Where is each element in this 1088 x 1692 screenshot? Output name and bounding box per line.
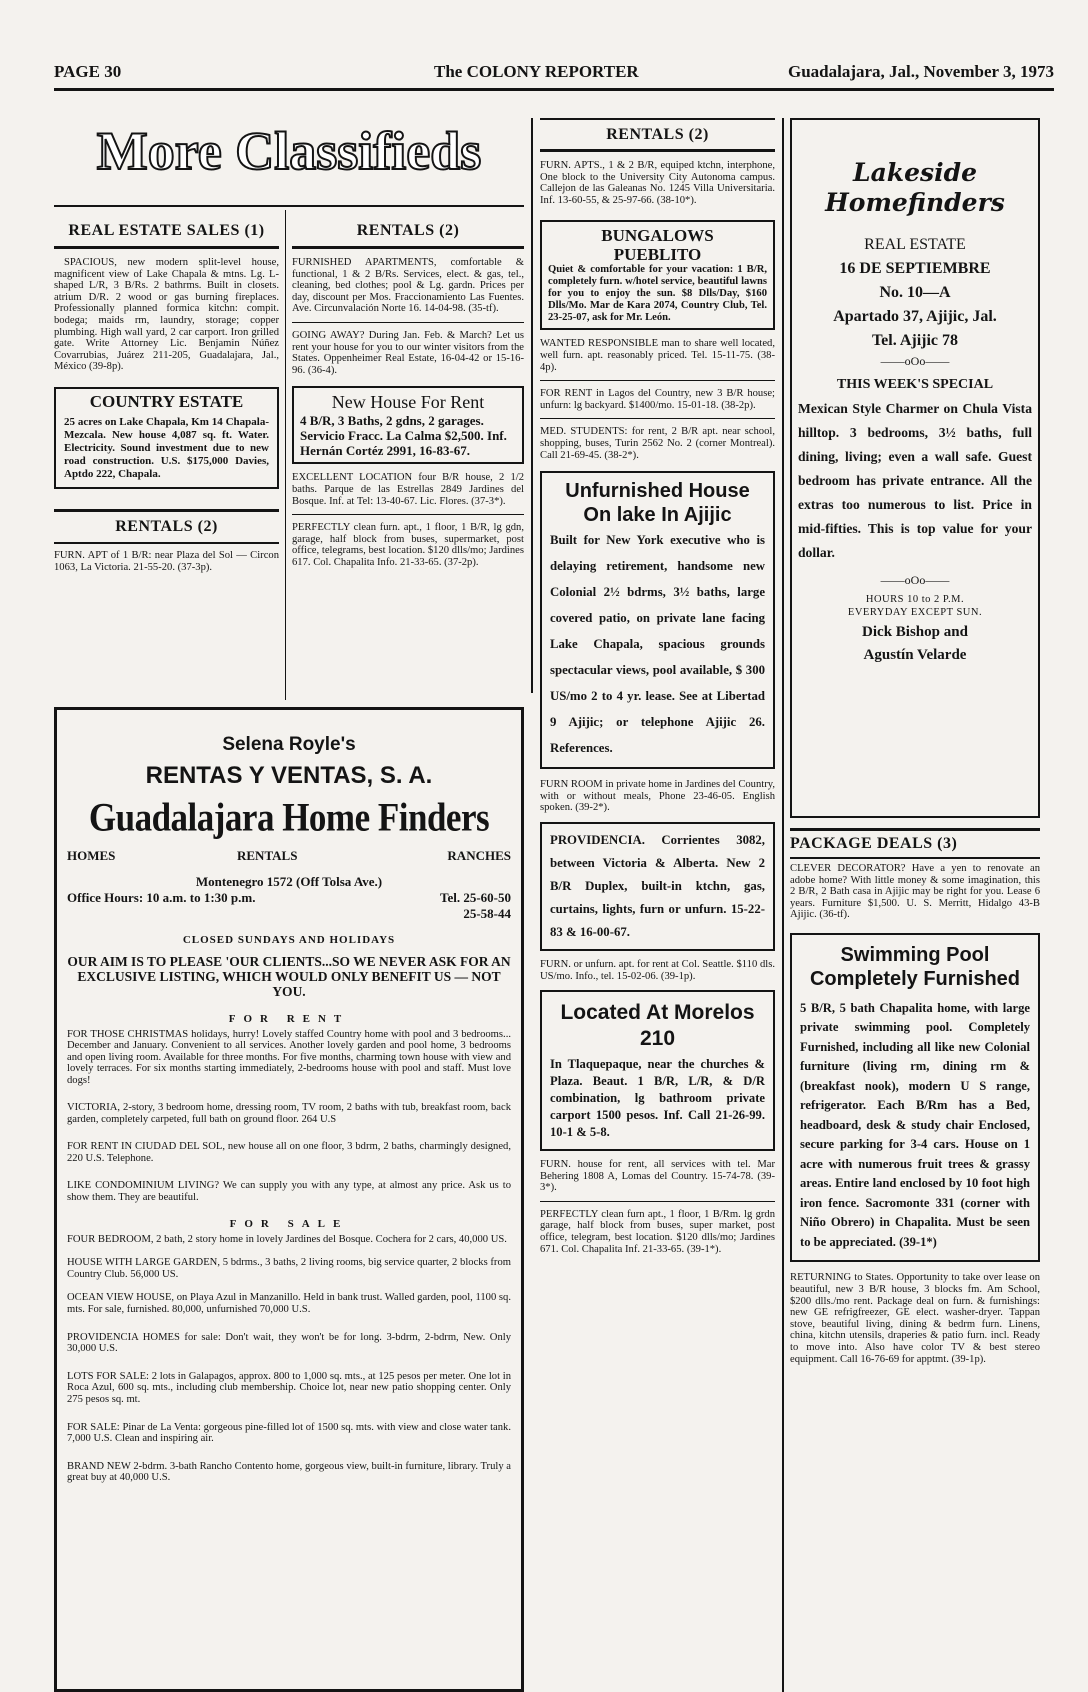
selena-categories [67, 848, 511, 866]
selena-royle-ad [54, 707, 524, 1692]
weekly-special-heading: THIS WEEK'S SPECIAL [836, 377, 994, 392]
ad-furnished-apartments: FURNISHED APARTMENTS, comfortable & functional, 1 & 2 B/Rs. Services, elect. & gas, tel., cleaning, bed clothes; pool & Lg. gardn. Prices per day, discount per Mos. Fraccionamiento Las Fuentes. Ave. Circunvalación Norte 16. 14-04-98. (35-tf). [292, 257, 524, 315]
weekly-special-body: Mexican Style Charmer on Chula Vista hilltop. 3 bedrooms, 3½ baths, full dining, living; even a wall safe. Guest bedroom has private entrance. All the extras too numerous to list. Price in mid-fifties. This is top value for your dollar. [798, 401, 1032, 560]
divider [54, 542, 279, 544]
lakeside-box [790, 118, 1040, 818]
bungalows-box [540, 220, 775, 330]
rentals-heading-col2: RENTALS (2) [356, 222, 460, 239]
column-rule [531, 118, 533, 693]
header-rule [54, 88, 1054, 91]
ad-mar-behering: FURN. house for rent, all services with tel. Mar Behering 1808 A, Lomas del Country. 15-74-78. (39-3*). [540, 1159, 775, 1194]
listing-ciudad-del-sol: FOR RENT IN CIUDAD DEL SOL, new house all on one floor, 3 bdrm, 2 baths, charmingly designed, 220 U.S. Telephone. [67, 1141, 511, 1164]
unfurnished-body: Built for New York executive who is delaying retirement, handsome new Colonial 2½ bdrms, 3½ baths, large covered patio, on private lane facing Lake Chapala, spacious grounds spectacular views, pool available, $ 300 US/mo 2 to 4 yr. lease. See at Libertad 9 Ajijic; or telephone Ajijic 26. References. [550, 533, 765, 756]
selena-brand: Guadalajara Home Finders [88, 795, 490, 840]
ad-col-seattle: FURN. or unfurn. apt. for rent at Col. Seattle. $110 dls. US/mo. Info., tel. 15-02-06. (39-1p). [540, 958, 775, 982]
swimming-pool-box [790, 933, 1040, 1263]
listing-brand-new: BRAND NEW 2-bdrm. 3-bath Rancho Contento home, gorgeous view, built-in furniture, library. Truly a great buy at 40,000 U.S. [67, 1460, 511, 1484]
listing-christmas: FOR THOSE CHRISTMAS holidays, hurry! Lovely staffed Country home with pool and 3 bedrooms... December and January. Convenient to all services. Another lovely garden and pool home, 3 bedrooms and open living room. Available for three months. For five months, charming town house with view and lovely terraces. For six months starting immediately, 2-bedrooms house with pool and staff. Must love dogs! [67, 1029, 511, 1086]
ad-lagos: FOR RENT in Lagos del Country, new 3 B/R house; unfurn: lg backyard. $1400/mo. 15-01-18. (38-2p). [540, 388, 775, 411]
country-estate-box [54, 387, 279, 489]
office-days: EVERYDAY EXCEPT SUN. [847, 607, 983, 618]
category-rentals: RENTALS [237, 848, 298, 863]
real-estate-heading: REAL ESTATE SALES (1) [68, 222, 265, 239]
ad-going-away: GOING AWAY? During Jan. Feb. & March? Let us rent your house for you to our winter visitors from the States. Oppenheimer Real Estate, 16-04-42 or 15-16-96. (36-4). [292, 329, 524, 376]
listing-four-bedroom: FOUR BEDROOM, 2 bath, 2 story home in lovely Jardines del Bosque. Cochera for 2 cars, 40,000 US. [67, 1233, 507, 1245]
divider [540, 380, 775, 381]
providencia-body: PROVIDENCIA. Corrientes 3082, between Victoria & Alberta. New 2 B/R Duplex, built-in ktchn, gas, curtains, lights, furn or unfurn. 15-22-83 & 16-00-67. [550, 832, 765, 939]
selena-closed: CLOSED SUNDAYS AND HOLIDAYS [182, 934, 396, 946]
listing-large-garden: HOUSE WITH LARGE GARDEN, 5 bdrms., 3 baths, 2 living rooms, big service quarter, 2 blocks from Country Club. 56,000 US. [67, 1257, 511, 1280]
listing-condominium: LIKE CONDOMINIUM LIVING? We can supply you with any type, at almost any price. Ask us to show them. They are beautiful. [67, 1180, 511, 1203]
swimming-pool-title: Swimming Pool Completely Furnished [809, 943, 1021, 990]
lakeside-apartado: Apartado 37, Ajijic, Jal. [833, 308, 997, 325]
rentals-heading-col3: RENTALS (2) [606, 126, 709, 143]
ad-wanted: WANTED RESPONSIBLE man to share well located, well furn. apt. reasonably priced. Tel. 15-11-75. (38-4p). [540, 338, 775, 373]
rentals-heading-col1: RENTALS (2) [115, 517, 218, 535]
agent-line-1: Dick Bishop and [862, 624, 968, 640]
page-number: PAGE 30 [54, 62, 122, 81]
ad-furn-apts: FURN. APTS., 1 & 2 B/R, equiped ktchn, interphone, One block to the University City Autonoma campus. Callejon de las Galeanas No. 1245 Villa Universitaria. Inf. 13-60-55, & 25-97-66. (38-10*). [540, 160, 775, 206]
unfurnished-title: Unfurnished House On lake In Ajijic [565, 480, 750, 527]
page-header [54, 62, 1054, 86]
ad-furn-apt: FURN. APT of 1 B/R: near Plaza del Sol — Circon 1063, La Victoria. 21-55-20. (37-3p). [54, 549, 279, 573]
for-sale-heading: FOR SALE [229, 1217, 349, 1230]
bungalows-title: BUNGALOWS PUEBLITO [601, 226, 714, 265]
selena-tel-2: 25-58-44 [463, 906, 511, 921]
newspaper-name: The COLONY REPORTER [434, 62, 639, 81]
country-estate-title: COUNTRY ESTATE [89, 391, 244, 411]
agent-line-2: Agustín Velarde [863, 647, 967, 663]
morelos-box [540, 990, 775, 1151]
ad-clever-decorator: CLEVER DECORATOR? Have a yen to renovate an adobe home? With little money & some imagination, this 2 B/R, 2 Bath casa in Ajijic may be right for you. Lease 6 years. Furniture $1,500. U. S. Merritt, Hidalgo 43-B Ajijic. (36-tf). [790, 863, 1040, 921]
banner-rule [54, 205, 524, 207]
new-house-title: New House For Rent [331, 392, 485, 413]
selena-name: Selena Royle's [222, 734, 356, 755]
selena-hours: Office Hours: 10 a.m. to 1:30 p.m. [67, 890, 256, 905]
issue-date: Guadalajara, Jal., November 3, 1973 [787, 62, 1054, 81]
separator: ——oOo—— [880, 354, 950, 368]
listing-lots: LOTS FOR SALE: 2 lots in Galapagos, approx. 800 to 1,000 sq. mts., at 125 pesos per meter. One lot in Roca Azul, 600 sq. mts., including club membership. Choice lot, near new patio shopping center. Only 275 pesos sq. mt. [67, 1370, 511, 1405]
unfurnished-box [540, 471, 775, 769]
ad-furn-room: FURN ROOM in private home in Jardines del Country, with or without meals, Phone 23-46-05. English spoken. (39-2*). [540, 779, 776, 814]
lakeside-real-estate: REAL ESTATE [864, 236, 966, 253]
ad-perfectly-clean-2: PERFECTLY clean furn apt., 1 floor, 1 B/Rm. lg grdn garage, half block from buses, super market, post office, telegram, best location. $120 dlls/mo; Jardines 671. Col. Chapalita Inf. 21-33-65. (39-1*). [540, 1208, 775, 1255]
package-deals-heading: PACKAGE DEALS (3) [790, 835, 958, 852]
ad-med-students: MED. STUDENTS: for rent, 2 B/R apt. near school, shopping, buses, Turin 2562 No. 2 (corner Montreal). Call 21-69-45. (38-2*). [540, 426, 775, 461]
column-rule [782, 118, 784, 1692]
column-2 [292, 210, 524, 569]
selena-aim: OUR AIM IS TO PLEASE 'OUR CLIENTS...SO WE NEVER ASK FOR AN EXCLUSIVE LISTING, WHICH WOULD ONLY BENEFIT US — NOT YOU. [67, 954, 511, 999]
divider [292, 246, 524, 249]
divider [540, 1201, 775, 1202]
listing-victoria: VICTORIA, 2-story, 3 bedroom home, dressing room, TV room, 2 baths with tub, breakfast room, back garden, completely carpeted, full bath on ground floor. 264 U.S [67, 1102, 511, 1125]
divider [540, 149, 775, 152]
column-rule [285, 210, 286, 700]
selena-company: RENTAS Y VENTAS, S. A. [145, 762, 433, 789]
divider [790, 828, 1040, 831]
lakeside-tel: Tel. Ajijic 78 [871, 332, 959, 349]
country-estate-body: 25 acres on Lake Chapala, Km 14 Chapala-Mezcala. New house 4,087 sq. ft. Water. Electricity. Sound investment due to new road construction. U.S. $175,000 Davies, Aptdo 222, Chapala. [64, 415, 269, 480]
ad-spacious: SPACIOUS, new modern split-level house, magnificent view of Lake Chapala & mtns. Lg. L-shaped L/R, 3 B/Rs. 2 bathrms. Built in closets. atrium D/R. 2 wood or gas burning fireplaces. Professionally planned formica kitchn: compit. bodega; maids rm, laundry, storage; copper plumbing. High wall yard, 2 car carport. Iron grilled gate. Write Attorney Lic. Benjamin Núñez Covarrubias, Juárez 211-205, Guadalajara, Jal., México (39-8p). [54, 257, 279, 373]
divider [540, 118, 775, 120]
category-homes: HOMES [67, 848, 116, 863]
lakeside-street: 16 DE SEPTIEMBRE [839, 260, 991, 277]
selena-tel: Tel. 25-60-50 [439, 890, 511, 905]
ad-perfectly-clean: PERFECTLY clean furn. apt., 1 floor, 1 B/R, lg gdn, garage, half block from buses, supermarket, post office, telegrams, best location. $120 dlls/mo; Jardines 617. Col. Chapalita Info. 21-33-65. (37-2p). [292, 522, 524, 568]
ad-excellent-location: EXCELLENT LOCATION four B/R house, 2 1/2 baths. Parque de las Estrellas 2849 Jardines del Bosque. Inf. at Tel: 13-40-67. Lic. Flores. (37-3*). [292, 472, 524, 507]
divider [54, 509, 279, 512]
ad-returning: RETURNING to States. Opportunity to take over lease on beautiful, new 3 B/R house, 3 blocks fm. Am School, $200 dlls./mo rent. Package deal on furn. & furnishings: new GE refrigfreezer, GE elect. washer-dryer. Tappan stove, beautiful living, dining & bedrm furn. Linens, china, kitchn utensils, draperies & patio furn. incl. Ready to move into. Also have color TV & best stereo equipment. Call 16-76-69 for apptmt. (39-1p). [790, 1272, 1040, 1365]
divider [292, 514, 524, 515]
divider [54, 246, 279, 249]
divider [292, 322, 524, 323]
separator: ——oOo—— [880, 573, 950, 587]
column-1 [54, 210, 279, 573]
banner-title: More Classifieds [96, 121, 482, 181]
column-3 [540, 118, 775, 1255]
providencia-box [540, 822, 775, 951]
listing-pinar: FOR SALE: Pinar de La Venta: gorgeous pine-filled lot of 1500 sq. mts. with view and close water tank. 7,000 U.S. Clean and inspiring air. [67, 1421, 511, 1445]
morelos-body: In Tlaquepaque, near the churches & Plaza. Beaut. 1 B/R, L/R, & D/R combination, lg bathroom private carport 1500 pesos. Inf. Call 21-26-99. 10-1 & 5-8. [550, 1057, 765, 1140]
bungalows-body: Quiet & comfortable for your vacation: 1 B/R, completely furn. w/hotel service, beautiful lawns for you to enjoy the sun. $8 Dlls/Day, $160 Dlls/Mo. Mar de Kara 2074, Country Club, Tel. 23-25-07, ask for Mr. León. [548, 264, 767, 324]
new-house-body: 4 B/R, 3 Baths, 2 gdns, 2 garages. Servicio Fracc. La Calma $2,500. Inf. Hernán Cortéz 2991, 16-83-67. [300, 413, 507, 459]
new-house-box [292, 386, 524, 464]
divider [790, 857, 1040, 859]
selena-hours-row [67, 890, 511, 906]
lakeside-title: Lakeside Homefinders [825, 158, 1005, 217]
column-4 [790, 118, 1040, 1365]
divider [540, 418, 775, 419]
morelos-title: Located At Morelos 210 [560, 1001, 755, 1051]
category-ranches: RANCHES [447, 848, 511, 863]
listing-providencia: PROVIDENCIA HOMES for sale: Don't wait, they won't be for long. 3-bdrm, 2-bdrm, New. Only 30,000 U.S. [67, 1331, 511, 1355]
listing-ocean-view: OCEAN VIEW HOUSE, on Playa Azul in Manzanillo. Held in bank trust. Walled garden, pool, 1100 sq. mts. For sale, furnished. 80,000, unfurnished 70,000 U.S. [67, 1292, 511, 1315]
for-rent-heading: FOR RENT [228, 1013, 350, 1025]
office-hours: HOURS 10 to 2 P.M. [865, 594, 965, 605]
lakeside-number: No. 10—A [879, 284, 951, 301]
swimming-pool-body: 5 B/R, 5 bath Chapalita home, with large private swimming pool. Completely Furnished, including all like new Colonial furniture (living rm, dining rm & (breakfast nook), modern U S range, refrigerator. Each B/Rm has a Bed, headboard, desk & study chair Enclosed, secure parking for 3-4 cars. House on 1 acre with numerous fruit trees & grassy areas. Entire land enclosed by 10 foot high iron fence. Sacromonte 331 (corner with Niño Obrero) in Chapalita. Must be seen to be appreciated. (39-1*) [800, 1000, 1030, 1249]
selena-address: Montenegro 1572 (Off Tolsa Ave.) [195, 874, 383, 889]
